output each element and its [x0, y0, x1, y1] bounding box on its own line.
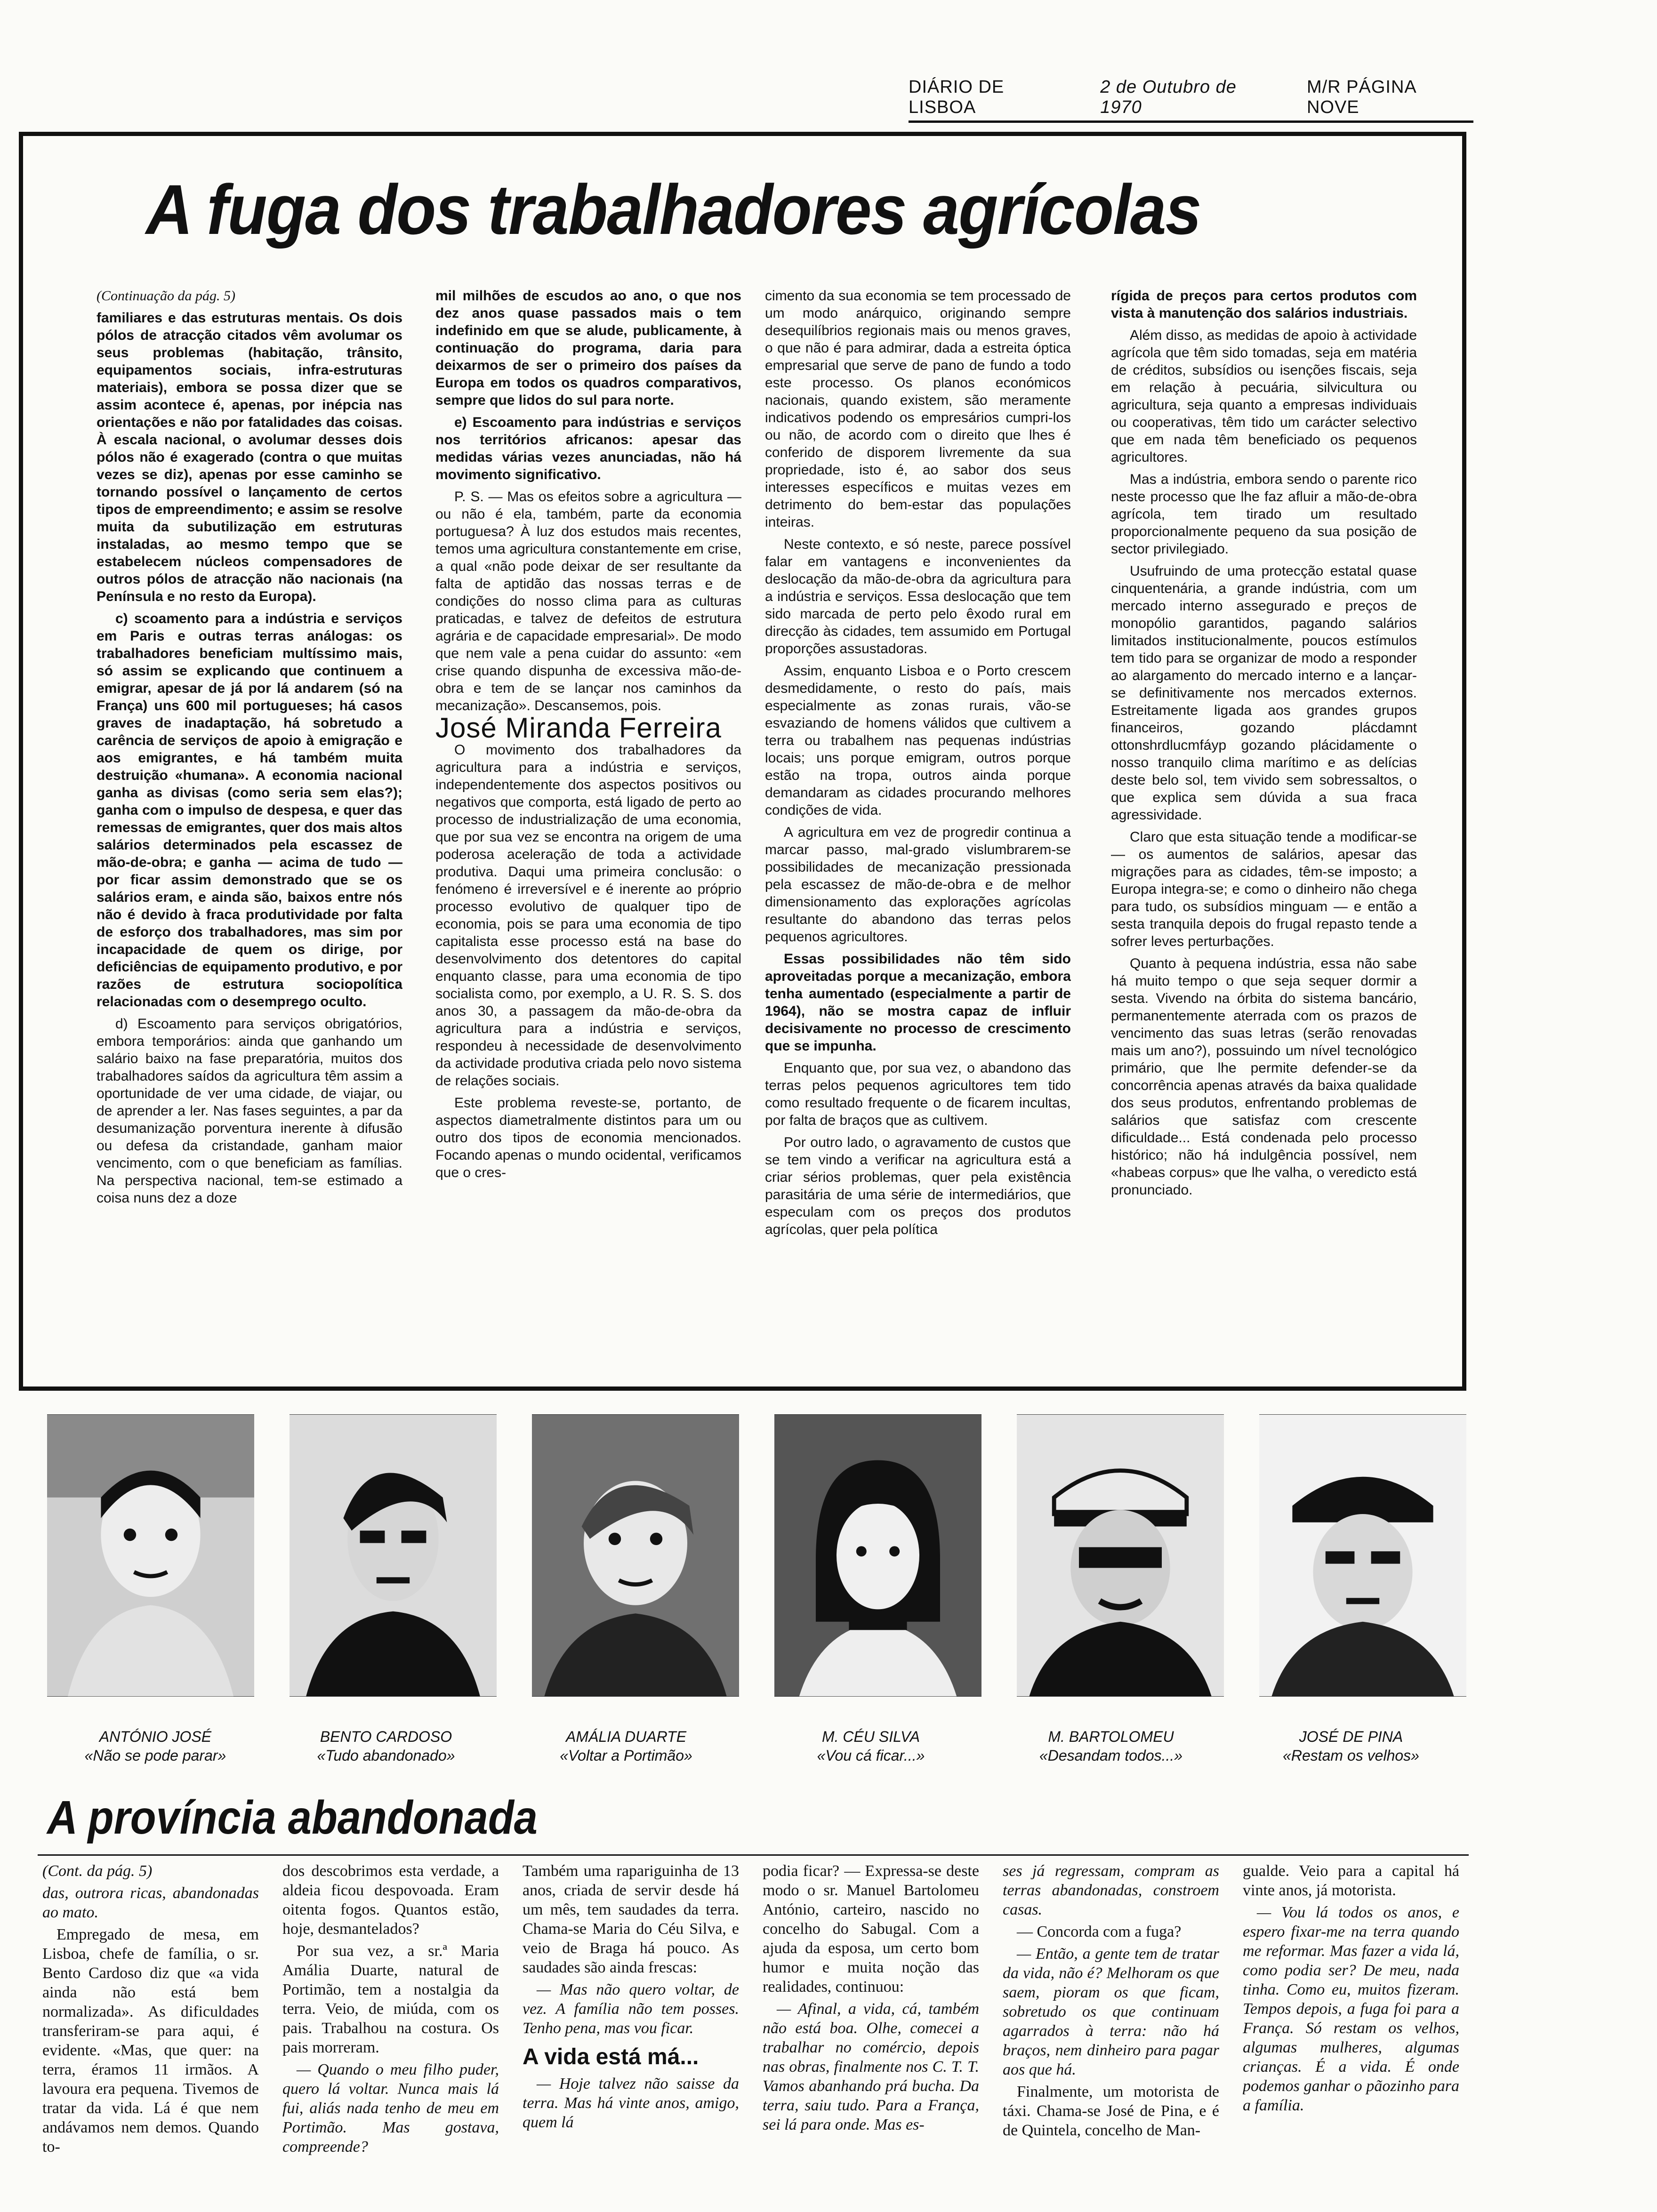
paragraph: Enquanto que, por sua vez, o abandono das terras pelos pequenos agricultores tem tido como resultado frequente o de ficarem incultas, por falta de braços que as cultivem.	[765, 1060, 1071, 1128]
paragraph: podia ficar? — Expressa-se deste modo o sr. Manuel Bartolomeu António, carteiro, nascido no concelho do Sabugal. Com a ajuda da esposa, um certo bom humor e muita noção das realidades, continuou:	[763, 1862, 979, 1996]
paragraph: Essas possibilidades não têm sido aproveitadas porque a mecanização, embora tenha aumentado (especialmente a partir de 1964), não se mostra capaz de influir decisivamente no processo de crescimento que se impunha.	[765, 951, 1071, 1054]
portrait-photo	[1017, 1414, 1224, 1697]
issue-date: 2 de Outubro de 1970	[1100, 77, 1237, 117]
article2-column-6	[1243, 1861, 1459, 2210]
article-column-3	[765, 287, 1071, 1370]
article-column-4	[1111, 287, 1417, 1370]
paragraph: Finalmente, um motorista de táxi. Chama-se José de Pina, e é de Quintela, concelho de Man-	[1003, 2083, 1219, 2139]
portrait-caption	[758, 1727, 984, 1765]
caption-name: ANTÓNIO JOSÉ	[99, 1728, 212, 1745]
paragraph: Usufruindo de uma protecção estatal quase cinquentenária, a grande indústria, com um mercado interno assegurado e preços de monopólio garantidos, pagando salários limitados institucionalmente, poucos estímulos tem tido para se organizar de modo a responder ao alargamento do mercado interno e a lançar-se definitivamente nos mercados externos. Estreitamente ligada aos grandes grupos financeiros, gozando plácdamnt ottonshrdlucmfáyp gozando plácidamente o nosso tranquilo clima marítimo e as delícias deste belo sol, tem vivido sem sobressaltos, o que explica sem dúvida a sua fraca agressividade.	[1111, 563, 1417, 823]
continuation-note: (Cont. da pág. 5)	[42, 1862, 153, 1880]
portrait-caption	[273, 1727, 499, 1765]
portrait-row	[42, 1414, 1464, 1706]
article2-column-4	[763, 1861, 979, 2210]
page-label: M/R PÁGINA NOVE	[1306, 77, 1416, 117]
section-headline: A província abandonada	[47, 1791, 538, 1844]
paragraph: mil milhões de escudos ao ano, o que nos dez anos quase passados mais o tem indefinido em que se alude, publicamente, à continuação do programa, daria para deixarmos de ser o primeiro dos países da Europa em todos os quadros comparativos, sempre que lidos do sul para norte.	[435, 288, 741, 408]
article-column-2	[435, 287, 741, 1370]
caption-quote: «Tudo abandonado»	[317, 1747, 455, 1764]
portrait-photo	[1259, 1414, 1466, 1697]
paragraph: Por outro lado, o agravamento de custos que se tem vindo a verificar na agricultura está a criar sérios problemas, quer pela existência parasitária de uma série de intermediários, que especulam com os preços dos produtos agrícolas, quer pela política	[765, 1135, 1071, 1237]
portrait-image	[774, 1414, 981, 1697]
paragraph: O movimento dos trabalhadores da agricultura para a indústria e serviços, independentemente dos aspectos positivos ou negativos que comporta, está ligado de perto ao processo de industrialização de uma economia, que por sua vez se encontra na origem de uma poderosa aceleração de toda a actividade produtiva. Daqui uma primeira conclusão: o fenómeno é irreversível e é inerente ao próprio processo evolutivo de qualquer tipo de economia, pois se para uma economia de tipo capitalista esse processo está na base do desenvolvimento dos detentores do capital enquanto classe, para uma economia de tipo socialista como, por exemplo, a U. R. S. S. dos anos 30, a passagem da mão-de-obra da agricultura para a indústria e serviços, respondeu à necessidade de desenvolvimento da actividade produtiva criada pelo novo sistema de relações sociais.	[435, 742, 741, 1089]
article2-column-5	[1003, 1861, 1219, 2210]
paragraph: dos descobrimos esta verdade, a aldeia ficou despovoada. Eram oitenta fogos. Quantos estão, hoje, desmantelados?	[282, 1862, 499, 1938]
paragraph: das, outrora ricas, abandonadas ao mato.	[42, 1884, 259, 1921]
masthead	[909, 77, 1473, 123]
portrait-photo	[774, 1414, 981, 1697]
portrait-image	[47, 1414, 254, 1697]
paragraph: Além disso, as medidas de apoio à actividade agrícola que têm sido tomadas, seja em matéria de créditos, subsídios ou isenções fiscais, seja em relação à pecuária, silvicultura ou agricultura, seja quanto a empresas individuais ou cooperativas, têm tido um carácter selectivo que em nada têm beneficiado os pequenos agricultores.	[1111, 328, 1417, 465]
paragraph: Mas a indústria, embora sendo o parente rico neste processo que lhe faz afluir a mão-de-obra agrícola, tem tirado um resultado proporcionalmente pequeno da sua posição de sector privilegiado.	[1111, 472, 1417, 557]
paragraph: Neste contexto, e só neste, parece possível falar em vantagens e inconvenientes da deslocação da mão-de-obra da agricultura para a indústria e serviços. Essa deslocação que tem sido marcada de perto pelo êxodo rural em direcção às cidades, tem assumido em Portugal proporções assustadoras.	[765, 537, 1071, 657]
article-headline: A fuga dos trabalhadores agrícolas	[146, 170, 1201, 249]
paragraph: d) Escoamento para serviços obrigatórios, embora temporários: ainda que ganhando um salário baixo na fase preparatória, muitos dos trabalhadores saídos da agricultura têm assim a oportunidade de ver uma cidade, de viajar, ou de aprender a ler. Nas fases seguintes, a par da desumanização porventura inerente à difusão ou defesa da cristandade, ganham maior vencimento, com o que beneficiam as famílias. Na perspectiva nacional, tem-se estimado a coisa nuns dez a doze	[97, 1016, 402, 1206]
paragraph: e) Escoamento para indústrias e serviços nos territórios africanos: apesar das medidas várias vezes anunciadas, não há movimento significativo.	[435, 415, 741, 482]
caption-quote: «Voltar a Portimão»	[560, 1747, 692, 1764]
paragraph: — Mas não quero voltar, de vez. A família não tem posses. Tenho pena, mas vou ficar.	[523, 1981, 739, 2037]
paragraph: rígida de preços para certos produtos com vista à manutenção dos salários industriais.	[1111, 288, 1417, 321]
article2-column-1	[42, 1861, 259, 2210]
paper-name: DIÁRIO DE LISBOA	[909, 77, 1005, 117]
paragraph: — Então, a gente tem de tratar da vida, não é? Melhoram os que saem, pioram os que ficam, sobretudo os que continuam agarrados à terra: não há braços, nem dinheiro para pagar aos que há.	[1003, 1945, 1219, 2078]
continuation-note: (Continuação da pág. 5)	[97, 288, 235, 304]
subheading: A vida está má...	[523, 2044, 699, 2069]
article-column-1	[97, 287, 402, 1370]
paragraph: ses já regressam, compram as terras abandonadas, constroem casas.	[1003, 1862, 1219, 1918]
paragraph: P. S. — Mas os efeitos sobre a agricultura — ou não é ela, também, parte da economia portuguesa? À luz dos estudos mais recentes, temos uma agricultura constantemente em crise, a qual «não pode deixar de ser resultante da falta de aptidão das nossas terras e de condições do nosso clima para as culturas praticadas, e talvez de defeitos de estrutura agrária e de capacidade empresarial». De modo que nem vale a pena cuidar do assunto: «em crise quando dispunha de excessiva mão-de-obra e tem de se lançar nos caminhos da mecanização». Descansemos, pois.	[435, 489, 741, 713]
paragraph: Quanto à pequena indústria, essa não sabe há muito tempo o que seja sequer dormir a sesta. Vivendo na órbita do sistema bancário, permanentemente aterrada com os prazos de vencimento das suas letras (serão renovadas mais um ano?), possuindo um nível tecnológico primário, que lhe permite defender-se da concorrência apenas através da baixa qualidade dos seus produtos, enfrentando problemas de salários que satisfaz com crescente dificuldade... Está condenada pelo processo histórico; não há indulgência possível, nem «habeas corpus» que lhe valha, o veredicto está pronunciado.	[1111, 956, 1417, 1198]
paragraph: gualde. Veio para a capital há vinte anos, já motorista.	[1243, 1862, 1459, 1899]
portrait-photo	[532, 1414, 739, 1697]
caption-quote: «Não se pode parar»	[84, 1747, 226, 1764]
caption-quote: «Vou cá ficar...»	[817, 1747, 925, 1764]
paragraph: — Concorda com a fuga?	[1017, 1923, 1182, 1940]
portrait-photo	[47, 1414, 254, 1697]
portrait-caption	[42, 1727, 268, 1765]
paragraph: c) scoamento para a indústria e serviços em Paris e outras terras análogas: os trabalhadores beneficiam multíssimo mais, só assim se explicando que continuem a emigrar, apesar de já por lá andarem (só na França) uns 600 mil portugueses; há casos graves de inadaptação, há sobretudo a carência de serviços de apoio à emigração e aos emigrantes, e há também muita destruição «humana». A economia nacional ganha as divisas (como seria sem elas?); ganha com o impulso de despesa, e quer das remessas de emigrantes, quer dos mais altos salários determinados pela escassez de mão-de-obra; e ganha — acima de tudo — por ficar assim demonstrado que se os salários eram, e ainda são, baixos entre nós não é devido à fraca produtividade por falta de esforço dos trabalhadores, mas sim por incapacidade de quem os dirige, por deficiências de equipamento produtivo, e por razões de estrutura sociopolítica relacionadas com o desemprego oculto.	[97, 611, 402, 1010]
paragraph: Assim, enquanto Lisboa e o Porto crescem desmedidamente, o resto do país, mais especialmente as zonas rurais, vão-se esvaziando de homens válidos que cultivem a terra ou trabalhem nas pequenas indústrias locais; uns porque emigram, outros porque estão na tropa, outros ainda porque demandaram as cidades procurando melhores condições de vida.	[765, 663, 1071, 818]
paragraph: familiares e das estruturas mentais. Os dois pólos de atracção citados vêm avolumar os seus problemas (habitação, trânsito, equipamentos sociais, infra-estruturas materiais), embora se possa dizer que se assim acontece é, apenas, por inépcia nas orientações e não por fatalidades das coisas. À escala nacional, o avolumar desses dois pólos não é exagerado (contra o que muitas vezes se diz), apenas por esse caminho se tornando possível o lançamento de certos tipos de empreendimento; e assim se resolve muita da subutilização em estruturas instaladas, ao mesmo tempo que se estabelecem núcleos compensadores de outros pólos de atracção não nacionais (na Península e no resto da Europa).	[97, 310, 402, 604]
caption-name: JOSÉ DE PINA	[1299, 1728, 1403, 1745]
paragraph: — Afinal, a vida, cá, também não está boa. Olhe, comecei a trabalhar no comércio, depois nas obras, finalmente nos C. T. T. Vamos abanhando prá bucha. Da terra, saiu tudo. Para a França, sei lá para onde. Mas es-	[763, 2000, 979, 2133]
paragraph: Por sua vez, a sr.ª Maria Amália Duarte, natural de Portimão, tem a nostalgia da terra. Veio, de miúda, com os pais. Trabalhou na costura. Os pais morreram.	[282, 1942, 499, 2056]
article2-column-3	[523, 1861, 739, 2210]
paragraph: Este problema reveste-se, portanto, de aspectos diametralmente distintos para um ou outro dos tipos de economia mencionados. Focando apenas o mundo ocidental, verificamos que o cres-	[435, 1095, 741, 1180]
portrait-image	[1259, 1414, 1466, 1697]
portrait-image	[532, 1414, 739, 1697]
caption-name: M. CÉU SILVA	[821, 1728, 920, 1745]
caption-quote: «Restam os velhos»	[1283, 1747, 1419, 1764]
caption-quote: «Desandam todos...»	[1039, 1747, 1183, 1764]
portrait-caption	[998, 1727, 1224, 1765]
portrait-image	[290, 1414, 497, 1697]
portrait-caption	[513, 1727, 739, 1765]
divider	[38, 1854, 1469, 1856]
paragraph: A agricultura em vez de progredir continua a marcar passo, mal-grado vislumbrarem-se possibilidades de mecanização pressionada pela escassez de mão-de-obra e de melhor dimensionamento das explorações agrícolas resultante do abandono das terras pelos pequenos agricultores.	[765, 825, 1071, 945]
article2-column-2	[282, 1861, 499, 2210]
paragraph: Claro que esta situação tende a modificar-se — os aumentos de salários, apesar das migrações para as cidades, têm-se imposto; a Europa integra-se; e como o dinheiro não chega para tudo, os subsídios minguam — e então a sesta tranquila depois do frugal repasto tende a sofrer leves perturbações.	[1111, 829, 1417, 949]
caption-name: AMÁLIA DUARTE	[565, 1728, 687, 1745]
paragraph: Empregado de mesa, em Lisboa, chefe de família, o sr. Bento Cardoso diz que «a vida ainda não está bem normalizada». As dificuldades transferiram-se para aqui, é evidente. «Mas, que quer: na terra, éramos 11 irmãos. A lavoura era pequena. Tivemos de tratar da vida. Lá é que nem andávamos nem demos. Quando to-	[42, 1926, 259, 2156]
paragraph: — Vou lá todos os anos, e espero fixar-me na terra quando me reformar. Mas fazer a vida lá, como podia ser? De meu, nada tinha. Como eu, muitos fizeram. Tempos depois, a fuga foi para a França. Só restam os velhos, algumas mulheres, algumas crianças. É a vida. É onde podemos ganhar o pãozinho para a família.	[1243, 1904, 1459, 2114]
portrait-photo	[290, 1414, 497, 1697]
paragraph: Também uma rapariguinha de 13 anos, criada de servir desde há um mês, tem saudades da terra. Chama-se Maria do Céu Silva, e veio de Braga há pouco. As saudades são ainda frescas:	[523, 1862, 739, 1976]
portrait-caption	[1238, 1727, 1464, 1765]
paragraph: cimento da sua economia se tem processado de um modo anárquico, originando sempre desequilíbrios regionais mais ou menos graves, o que não é para admirar, dada a estreita óptica empresarial que serve de pano de fundo a todo este processo. Os planos económicos nacionais, quando existem, são meramente indicativos podendo os empresários cumpri-los ou não, de acordo com o direito que lhes é conferido de disporem livremente da sua propriedade, isto é, ao sabor dos seus interesses específicos e muitas vezes em detrimento do bem-estar das populações inteiras.	[765, 288, 1071, 530]
caption-name: BENTO CARDOSO	[320, 1728, 452, 1745]
paragraph: — Quando o meu filho puder, quero lá voltar. Nunca mais lá fui, aliás nada tenho de meu em Portimão. Mas gostava, compreende?	[282, 2061, 499, 2156]
byline: José Miranda Ferreira	[435, 712, 722, 744]
portrait-image	[1017, 1414, 1224, 1697]
paragraph: — Hoje talvez não saisse da terra. Mas há vinte anos, amigo, quem lá	[523, 2075, 739, 2131]
caption-name: M. BARTOLOMEU	[1048, 1728, 1174, 1745]
